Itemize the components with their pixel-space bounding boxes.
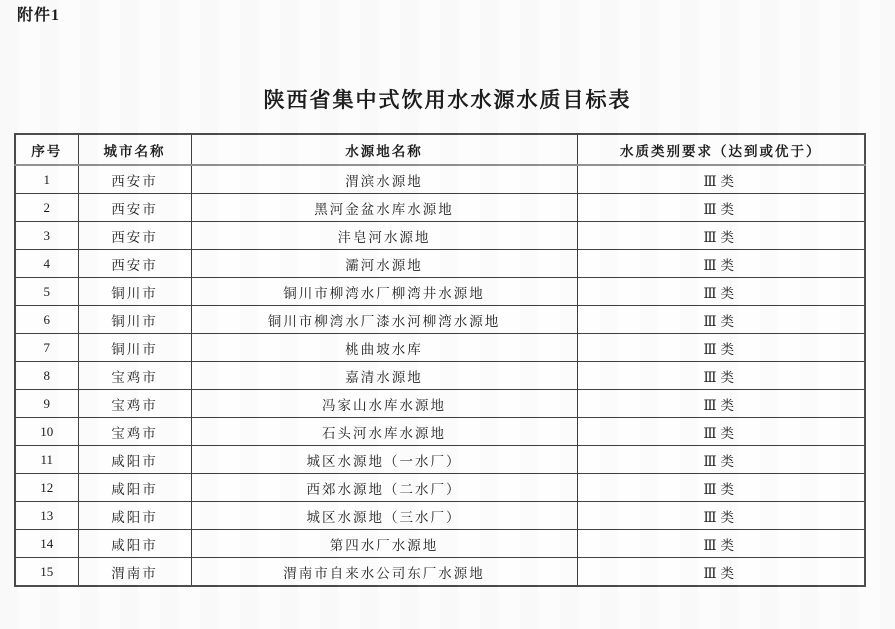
cell-water-source-name: 铜川市柳湾水厂柳湾井水源地 [191,278,577,306]
cell-city-name: 咸阳市 [78,502,191,530]
table-row [15,474,865,502]
cell-water-source-name: 城区水源地（一水厂） [191,446,577,474]
cell-water-source-name: 西郊水源地（二水厂） [191,474,577,502]
cell-water-source-name: 黑河金盆水库水源地 [191,194,577,222]
cell-quality-requirement: Ⅲ类 [577,530,865,558]
cell-city-name: 西安市 [78,165,191,194]
cell-quality-requirement: Ⅲ类 [577,558,865,587]
cell-city-name: 渭南市 [78,558,191,587]
cell-city-name: 咸阳市 [78,530,191,558]
cell-city-name: 铜川市 [78,306,191,334]
cell-serial-number: 6 [15,306,78,334]
cell-city-name: 铜川市 [78,278,191,306]
cell-quality-requirement: Ⅲ类 [577,250,865,278]
cell-serial-number: 2 [15,194,78,222]
header-source: 水源地名称 [191,134,577,165]
cell-water-source-name: 石头河水库水源地 [191,418,577,446]
header-quality: 水质类别要求（达到或优于） [577,134,865,165]
cell-water-source-name: 城区水源地（三水厂） [191,502,577,530]
cell-serial-number: 12 [15,474,78,502]
table-row [15,530,865,558]
cell-water-source-name: 渭滨水源地 [191,165,577,194]
cell-serial-number: 1 [15,165,78,194]
cell-city-name: 宝鸡市 [78,418,191,446]
cell-city-name: 咸阳市 [78,474,191,502]
cell-serial-number: 3 [15,222,78,250]
table-row [15,306,865,334]
cell-serial-number: 15 [15,558,78,587]
cell-city-name: 宝鸡市 [78,390,191,418]
table-row [15,334,865,362]
cell-quality-requirement: Ⅲ类 [577,390,865,418]
cell-city-name: 西安市 [78,194,191,222]
cell-water-source-name: 冯家山水库水源地 [191,390,577,418]
cell-quality-requirement: Ⅲ类 [577,502,865,530]
header-row [15,134,865,165]
table-body [15,165,865,586]
table-row [15,446,865,474]
cell-quality-requirement: Ⅲ类 [577,306,865,334]
table-row [15,278,865,306]
cell-water-source-name: 桃曲坡水库 [191,334,577,362]
cell-water-source-name: 第四水厂水源地 [191,530,577,558]
cell-water-source-name: 渭南市自来水公司东厂水源地 [191,558,577,587]
cell-serial-number: 4 [15,250,78,278]
table-row [15,418,865,446]
cell-city-name: 宝鸡市 [78,362,191,390]
cell-water-source-name: 铜川市柳湾水厂漆水河柳湾水源地 [191,306,577,334]
table-row [15,250,865,278]
header-no: 序号 [15,134,78,165]
table-header [15,134,865,165]
cell-quality-requirement: Ⅲ类 [577,446,865,474]
water-source-table [14,133,866,587]
cell-quality-requirement: Ⅲ类 [577,165,865,194]
cell-quality-requirement: Ⅲ类 [577,362,865,390]
cell-serial-number: 13 [15,502,78,530]
table-row [15,222,865,250]
cell-city-name: 铜川市 [78,334,191,362]
cell-serial-number: 10 [15,418,78,446]
cell-serial-number: 5 [15,278,78,306]
cell-quality-requirement: Ⅲ类 [577,334,865,362]
header-city: 城市名称 [78,134,191,165]
table-row [15,194,865,222]
attachment-label: 附件1 [17,7,61,24]
cell-city-name: 咸阳市 [78,446,191,474]
cell-serial-number: 9 [15,390,78,418]
page-title: 陕西省集中式饮用水水源水质目标表 [263,88,632,113]
cell-quality-requirement: Ⅲ类 [577,222,865,250]
cell-water-source-name: 灞河水源地 [191,250,577,278]
cell-serial-number: 7 [15,334,78,362]
cell-quality-requirement: Ⅲ类 [577,194,865,222]
table-row [15,390,865,418]
table-row [15,558,865,587]
cell-serial-number: 11 [15,446,78,474]
cell-quality-requirement: Ⅲ类 [577,418,865,446]
cell-serial-number: 8 [15,362,78,390]
cell-quality-requirement: Ⅲ类 [577,474,865,502]
table-row [15,165,865,194]
cell-city-name: 西安市 [78,222,191,250]
cell-city-name: 西安市 [78,250,191,278]
cell-quality-requirement: Ⅲ类 [577,278,865,306]
cell-serial-number: 14 [15,530,78,558]
cell-water-source-name: 嘉清水源地 [191,362,577,390]
cell-water-source-name: 沣皂河水源地 [191,222,577,250]
table-row [15,502,865,530]
table-row [15,362,865,390]
